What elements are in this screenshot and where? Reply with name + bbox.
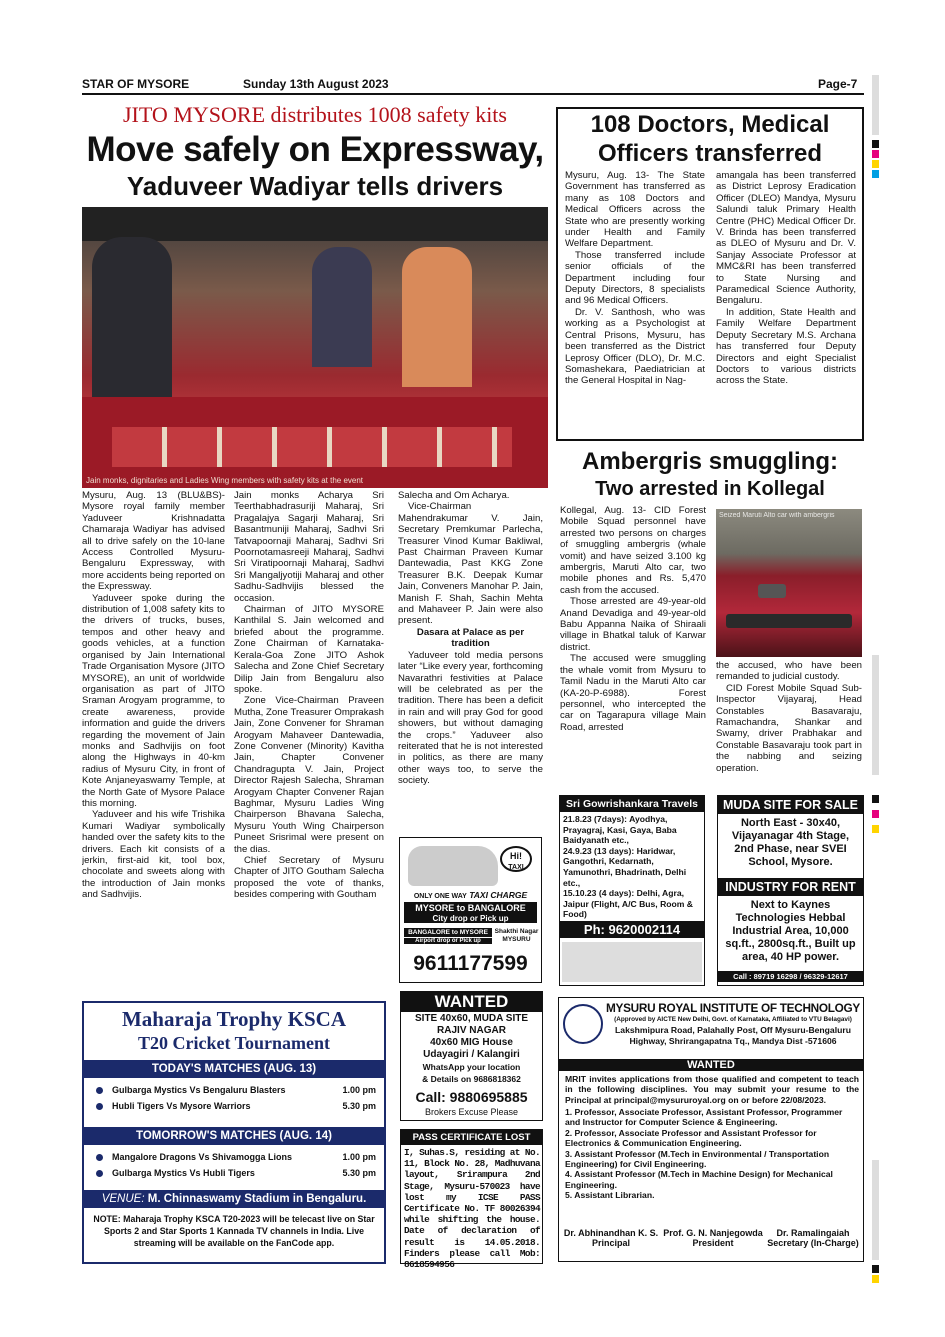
jito-headline-2: Yaduveer Wadiyar tells drivers xyxy=(126,171,504,201)
taxi-route-2: BANGALORE to MYSORE xyxy=(404,928,492,937)
jito-c1-p2: Yaduveer spoke during the distribution of 1,008 safety kits to the drivers of trucks, buses, tempos and other heavy and goods vehicles, at a function organised by Jain International Trade Organisation Mysore (JITO MYSORE), an unit of worldwide organisation as part of JITO Sraman Arogyam programme, to create awareness, provide information and guide the drivers regarding the movement of Jain monks and Sadhvijis on foot along the Highways in 40-km radius of Mysuru City, in front of Kote Anjaneyaswamy Temple, at the North Gate of Mysore Palace this morning. xyxy=(82,592,225,809)
trophy-today-1-time: 1.00 pm xyxy=(342,1085,376,1095)
jito-c2-p2: Chairman of JITO MYSORE Kanthilal S. Jain welcomed and briefed about the programme. Zone Chairman of Karnataka-Kerala-Goa Zone JITO Ashok Salecha and Zone Chief Secretary Dilip Jain from Bengaluru also spoke. xyxy=(234,604,384,695)
jito-c1-p1: Mysuru, Aug. 13 (BLU&BS)- Mysore royal family member Yaduveer Krishnadatta Chamaraja Wadiyar has advised all to drive safely on the 10-lane Access Controlled Mysuru-Bengaluru Expressway, with more accidents being reported on the Expressway. xyxy=(82,490,225,593)
travels-line-3: 15.10.23 (4 days): Delhi, Agra, Jaipur (Flight, A/C Bus, Room & Food) xyxy=(563,888,694,920)
travels-phone: Ph: 9620002114 xyxy=(560,921,704,938)
mrit-item-3: 3. Assistant Professor (M.Tech in Environmental / Transportation Engineering) for Civil Engineering. xyxy=(565,1148,830,1170)
jito-column-3 xyxy=(398,490,543,830)
jito-c1-p3: Yaduveer and his wife Trishika Kumari Wadiyar symbolically handed over the safety kits to the drivers. Each kit consists of a jerkin, first-aid kit, tool box, chocolate and sweets along with the introduction of Jain monks and Sadhvijis. xyxy=(82,809,225,901)
mrit-sig-2-name: Prof. G. N. Nanjegowda xyxy=(663,1228,763,1238)
trophy-today-2-teams: Hubli Tigers Vs Mysore Warriors xyxy=(112,1101,251,1111)
ambergris-photo xyxy=(716,509,862,657)
trophy-tomorrow-2-teams: Gulbarga Mystics Vs Hubli Tigers xyxy=(112,1168,255,1178)
taxi-label: TAXI xyxy=(508,864,524,871)
muda-body-2: Next to Kaynes Technologies Hebbal Industrial Area, 10,000 sq.ft., 2800sq.ft., Built up area, 40 HP power. xyxy=(725,899,856,963)
jito-c2-p4: Chief Secretary of Mysuru Chapter of JITO Goutham Salecha proposed the vote of thanks, besides compering with Goutham xyxy=(234,855,384,901)
wanted-line-6: & Details on 9686818362 xyxy=(422,1074,521,1084)
wanted-line-3: 40x60 MIG House xyxy=(430,1037,513,1048)
jito-photo xyxy=(82,207,548,488)
mrit-logo xyxy=(563,1004,603,1044)
pass-title: PASS CERTIFICATE LOST xyxy=(401,1130,542,1145)
ambergris-c2-p2: CID Forest Mobile Squad Sub-Inspector Vijayaraj, Head Constables Basavaraju, Ramachandra, Shankar and Swamy, driver Prabhakar and Constable Basavaraju took part in the nabbing and seizing operation. xyxy=(716,682,862,774)
trophy-today-1-teams: Gulbarga Mystics Vs Bengaluru Blasters xyxy=(112,1085,286,1095)
masthead-page: Page-7 xyxy=(818,77,858,91)
doctors-headline-1: 108 Doctors, Medical xyxy=(590,111,830,138)
trophy-venue-label: VENUE: xyxy=(101,1193,145,1205)
wanted-line-2: RAJIV NAGAR xyxy=(437,1025,506,1036)
doctors-headline-2: Officers transferred xyxy=(597,140,823,167)
doctors-c2-p1: amangala has been transferred as District Leprosy Eradication Officer (DLEO) Mandya, Mysuru Salundi taluk Primary Health Centre (PHC) Medical Officer Dr. V. Brinda has been transferred as DLEO of Mysuru and Dr. V. Sanjay Associate Professor at MMC&RI has been transferred to State Nursing and Paramedical Science Authority, Bengaluru. xyxy=(716,170,856,307)
jito-subhead: Dasara at Palace as per tradition xyxy=(416,626,525,650)
trophy-title-2: T20 Cricket Tournament xyxy=(137,1033,330,1053)
doctors-c2-p2: In addition, State Health and Family Welfare Department Deputy Secretary M.S. Archana has transferred four Deputy Directors and eight Specialist Doctors to various districts across the State. xyxy=(716,306,856,387)
registration-strip xyxy=(872,75,880,1275)
masthead-date: Sunday 13th August 2023 xyxy=(243,77,389,91)
ambergris-c1-p1: Kollegal, Aug. 13- CID Forest Mobile Squad personnel have arrested two persons on charges of smuggling ambergris (whale vomit) and have seized 3.100 kg ambergris, Maruti Alto car, two mobile phones and Rs. 5,470 cash from the accused. xyxy=(560,505,706,596)
mrit-address-2: Highway, Shrirangapatna Tq., Mandya Dist -571606 xyxy=(629,1036,837,1046)
muda-title: MUDA SITE FOR SALE xyxy=(718,796,863,814)
jito-column-1 xyxy=(82,490,225,992)
mrit-wanted: WANTED xyxy=(559,1059,863,1071)
mrit-item-2: 2. Professor, Associate Professor and Assistant Professor for Electronics & Communication Engineering. xyxy=(565,1127,817,1149)
doctors-c1-p2: Those transferred include senior officials of the Department including four Deputy Directors, 8 specialists and 96 Medical Officers. xyxy=(565,249,705,307)
wanted-ad xyxy=(400,991,543,1121)
wanted-line-5: WhatsApp your location xyxy=(422,1062,521,1072)
taxi-tagline: ONLY ONE WAY xyxy=(413,893,467,900)
taxi-drop-2: Airport drop or Pick up xyxy=(404,938,492,944)
ambergris-headline-2: Two arrested in Kollegal xyxy=(595,478,825,500)
ambergris-column-1 xyxy=(560,505,706,788)
jito-headline-1: Move safely on Expressway, xyxy=(86,130,544,169)
mrit-sig-1-name: Dr. Abhinandhan K. S. xyxy=(563,1228,659,1238)
ambergris-photo-caption: Seized Maruti Alto car with ambergris xyxy=(719,512,835,519)
mrit-item-5: 5. Assistant Librarian. xyxy=(565,1190,655,1201)
masthead-paper: STAR OF MYSORE xyxy=(82,77,190,91)
doctors-story xyxy=(556,107,864,441)
muda-title-2: INDUSTRY FOR RENT xyxy=(718,878,863,896)
trophy-tomorrow-1-teams: Mangalore Dragons Vs Shivamogga Lions xyxy=(112,1152,293,1162)
travels-line-1: 21.8.23 (7days): Ayodhya, Prayagraj, Kasi, Gaya, Baba Baidyanath etc., xyxy=(563,814,677,846)
travels-name: Sri Gowrishankara Travels xyxy=(560,796,704,812)
trophy-tomorrow-match-2 xyxy=(84,1165,384,1181)
ambergris-c1-p3: The accused were smuggling the whale vomit from Mysuru to Tamil Nadu in the Maruti Alto car (KA-20-P-6988). Forest personnel, who intercepted the car on Tagarapura village Main Road, arrested xyxy=(560,653,706,733)
jito-c3-p2: Vice-Chairman Mahendrakumar V. Jain, Secretary Premkumar Parlecha, Treasurer Vinod Kumar Bakliwal, Past Chairman Praveen Kumar Dantewadia, Past KKG Zone Treasurer B.K. Deepak Kumar Jain, Conveners Manohar P. Jain, Manish F. Shah, Sachin Mehta and Mahaveer P. Jain were also present. xyxy=(398,501,543,627)
mrit-approved: (Approved by AICTE New Delhi, Govt. of Karnataka, Affiliated to VTU Belagavi) xyxy=(614,1016,852,1023)
taxi-drop: City drop or Pick up xyxy=(404,914,537,923)
mrit-intro: MRIT invites applications from those qualified and competent to teach in the following disciplines. You may submit your resume to the Principal at principal@mysururoyal.org on or before 22/08/2023. xyxy=(565,1074,859,1105)
taxi-charge: TAXI CHARGE xyxy=(469,890,528,900)
jito-column-2 xyxy=(234,490,384,992)
trophy-tomorrow-header: TOMORROW'S MATCHES (AUG. 14) xyxy=(84,1127,384,1145)
ambergris-column-2 xyxy=(716,660,862,788)
pass-ad xyxy=(400,1129,543,1271)
trophy-title-1: Maharaja Trophy KSCA xyxy=(121,1007,347,1031)
jito-c2-p3: Zone Vice-Chairman Praveen Mutha, Zone Treasurer Omprakash Jain, Zone Convener for Shraman Arogyam Mahaveer Dantewadia, Zone Convener (Minority) Kavitha Jain, Chapter Convener Chandragupta V. Jain, Project Director Rajesh Salecha, Shraman Arogyam Chapter Convener Rajan Baghmar, Mysuru Ladies Wing Chairperson Bhavana Salecha, Mysuru Youth Wing Chairperson Puneet Srisrimal were present on the dias. xyxy=(234,695,384,855)
muda-phone: Call : 89719 16298 / 96329-12617 xyxy=(718,971,863,982)
muda-body: North East - 30x40, Vijayanagar 4th Stage, 2nd Phase, near SVEI School, Mysore. xyxy=(731,817,850,868)
mrit-item-4: 4. Assistant Professor (M.Tech in Machine Design) for Mechanical Engineering. xyxy=(565,1169,833,1190)
mrit-sig-1-title: Principal xyxy=(591,1238,630,1248)
travels-line-2: 24.9.23 (13 days): Haridwar, Gangothri, Kedarnath, Yamunothri, Bhadrinath, Delhi etc., xyxy=(563,845,687,888)
ambergris-headline-1: Ambergris smuggling: xyxy=(581,448,839,475)
taxi-ad xyxy=(399,837,542,983)
doctors-column-1 xyxy=(565,170,705,438)
jito-c2-p1: Jain monks Acharya Sri Teerthabhadrasuriji Maharaj, Sri Pragalajya Sagarji Maharaj, Sri Basantmuniji Maharaj, Sadhvi Sri Tatvapoornaji Maharaj, Sadhvi Sri Poornotamasreeji Maharaj, Sadhvi Sri Viratipoornaji Maharaj, Sadhvi Sri Mangaljyotiji Maharaj and other Sadhu-Sadhvijis blessed the occasion. xyxy=(234,490,384,604)
taxi-hi: Hi! xyxy=(510,851,522,861)
trophy-tomorrow-2-time: 5.30 pm xyxy=(342,1168,376,1178)
trophy-venue-name: M. Chinnaswamy Stadium in Bengaluru. xyxy=(147,1193,367,1205)
ambergris-c2-p1: the accused, who have been remanded to judicial custody. xyxy=(716,660,862,683)
taxi-phone: 9611177599 xyxy=(413,952,528,975)
doctors-column-2 xyxy=(716,170,856,438)
mrit-sig-2-title: President xyxy=(692,1238,734,1248)
trophy-box xyxy=(82,1001,386,1264)
doctors-c1-p1: Mysuru, Aug. 13- The State Government has transferred as many as 108 Doctors and Medical Officers across the State who are presently working under Health and Family Welfare Department. xyxy=(565,170,705,250)
muda-ad xyxy=(717,795,864,986)
pass-body: I, Suhas.S, residing at No. 11, Block No. 28, Madhuvana layout, Srirampura 2nd Stage, Mysuru-570023 have lost my ICSE PASS Certificate No. TF 80026394 while shifting the house. Date of declaration of result is 14.05.2018. Finders please call Mob: 8618594956 xyxy=(404,1147,540,1271)
jito-c3-p3: Yaduveer told media persons later “Like every year, forthcoming Navarathri festivities at Palace will be celebrated as per the tradition. There has been a deficit in rain and will pray God for good showers, but without damaging the crops.” Yaduveer also reiterated that he is not interested in politics, as there are many other ways too, to serve the society. xyxy=(398,649,543,787)
ambergris-c1-p2: Those arrested are 49-year-old Anand Devadiga and 49-year-old Babu Appanna Naika of Shiraali village in Bhatkal taluk of Karwar district. xyxy=(560,596,706,653)
masthead-rule xyxy=(82,93,864,95)
mrit-ad xyxy=(558,997,864,1262)
jito-kicker: JITO MYSORE distributes 1008 safety kits xyxy=(123,102,507,127)
mrit-item-1: 1. Professor, Associate Professor, Assistant Professor, Programmer and Instructor for Computer Science & Engineering. xyxy=(565,1107,843,1128)
mrit-name: MYSURU ROYAL INSTITUTE OF TECHNOLOGY xyxy=(606,1001,860,1015)
wanted-note: Brokers Excuse Please xyxy=(424,1107,519,1117)
trophy-tomorrow-match-1 xyxy=(84,1149,384,1165)
trophy-today-header: TODAY'S MATCHES (AUG. 13) xyxy=(84,1060,384,1078)
mrit-sig-3-name: Dr. Ramalingaiah xyxy=(776,1228,850,1238)
trophy-tomorrow-1-time: 1.00 pm xyxy=(342,1152,376,1162)
wanted-call: Call: 9880695885 xyxy=(415,1089,528,1105)
doctors-c1-p3: Dr. V. Santhosh, who was working as a Psychologist at Central Prisons, Mysuru, has been transferred as the District Leprosy Officer (DLO), Dr. M.C. Somashekara, Paediatrician at the General Hospital in Nag- xyxy=(565,306,705,387)
trophy-today-match-2 xyxy=(84,1098,384,1114)
taxi-place: Shakthi Nagar MYSURU xyxy=(494,928,539,943)
wanted-title: WANTED xyxy=(401,992,542,1012)
mrit-address-1: Lakshmipura Road, Palahally Post, Off Mysuru-Bengaluru xyxy=(615,1025,851,1035)
trophy-venue xyxy=(84,1190,384,1208)
trophy-today-match-1 xyxy=(84,1082,384,1098)
taxi-route: MYSORE to BANGALORE xyxy=(404,902,537,914)
mrit-sig-3-title: Secretary (In-Charge) xyxy=(767,1238,859,1248)
wanted-line-4: Udayagiri / Kalangiri xyxy=(423,1049,520,1060)
trophy-note: NOTE: Maharaja Trophy KSCA T20-2023 will be telecast live on Star Sports 2 and Star Sports 1 Kannada TV channels in India. Live streaming will be available on the FanCode app. xyxy=(93,1214,375,1248)
trophy-today-2-time: 5.30 pm xyxy=(342,1101,376,1111)
mrit-list xyxy=(565,1107,859,1201)
travels-ad xyxy=(559,795,705,986)
jito-photo-caption: Jain monks, dignitaries and Ladies Wing members with safety kits at the event xyxy=(86,476,364,485)
jito-c3-p1: Salecha and Om Acharya. xyxy=(398,490,510,501)
wanted-line-1: SITE 40x60, MUDA SITE xyxy=(415,1013,528,1024)
